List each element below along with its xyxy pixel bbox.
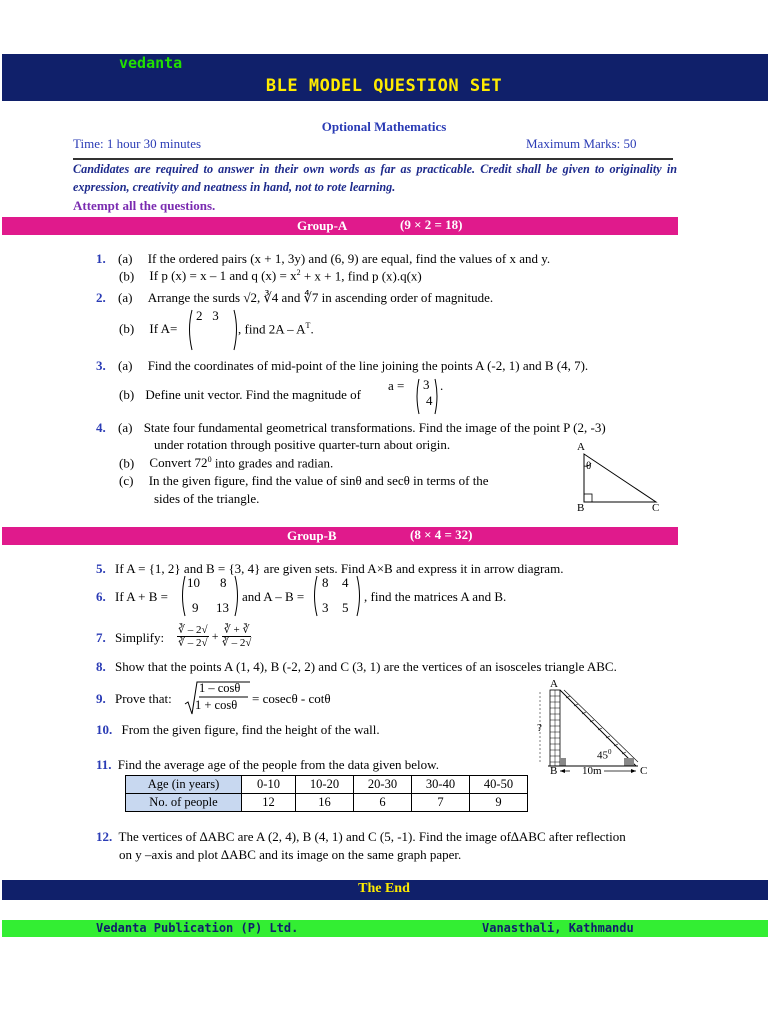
question-4c-cont: sides of the triangle.	[154, 491, 260, 506]
brand-name: vedanta	[119, 54, 183, 72]
publisher-location: Vanasthali, Kathmandu	[482, 921, 634, 935]
question-12-cont: on y –axis and plot ∆ABC and its image on the same graph paper.	[119, 847, 462, 862]
page-title: BLE MODEL QUESTION SET	[265, 76, 503, 96]
question-4a: 4. (a) State four fundamental geometrical transformations. Find the image of the point P (2, -3)	[96, 420, 606, 435]
group-a-bar	[2, 217, 678, 235]
wall-figure: A ? $45^0$ B 10m C	[534, 678, 654, 780]
question-6-end: , find the matrices A and B.	[364, 589, 507, 604]
matrix-bracket-icon	[312, 574, 362, 618]
question-6-mid: and A – B =	[242, 589, 305, 604]
question-2b-rest: , find $2A - A^T$.	[238, 321, 314, 337]
question-9: 9. Prove that:	[96, 691, 172, 706]
question-1b: (b) If p (x) = x – 1 and q $(x) = x^2 + x + 1$, find p (x).q(x)	[119, 268, 422, 284]
root-fraction: 1 – cosθ 1 + cosθ	[184, 680, 250, 716]
table-row: No. of people 12 16 6 7 9	[126, 794, 528, 812]
group-a-label: Group-A	[297, 218, 348, 233]
question-2a: 2. (a) Arrange the surds √2, ∛4 and ∜7 in ascending order of magnitude.	[96, 290, 494, 305]
divider	[73, 158, 673, 160]
question-11: 11. Find the average age of the people from the data given below.	[96, 757, 439, 772]
question-4b: (b) Convert $72^0$ into grades and radian.	[119, 455, 334, 471]
question-3a: 3. (a) Find the coordinates of mid-point of the line joining the points A (-2, 1) and B (4, 7).	[96, 358, 589, 373]
matrix-sum: 10 8 9 13	[180, 574, 240, 618]
question-1a: 1. (a) If the ordered pairs (x + 1, 3y) and (6, 9) are equal, find the values of x and y.	[96, 251, 551, 266]
group-b-bar	[2, 527, 678, 545]
question-4c: (c) In the given figure, find the value of sinθ and secθ in terms of the	[119, 473, 489, 488]
maximum-marks: Maximum Marks: 50	[526, 136, 637, 151]
question-12: 12. The vertices of ∆ABC are A (2, 4), B (4, 1) and C (5, -1). Find the image of∆ABC after reflection	[96, 829, 626, 844]
instructions: Candidates are required to answer in their own words as far as practicable. Credit shall be given to originality in expression, creativity and neatness in hand, not to rote learning.	[73, 162, 677, 194]
group-a-marks: (9 × 2 = 18)	[400, 217, 463, 232]
question-10: 10. From the given figure, find the height of the wall.	[96, 722, 380, 737]
question-2b: (b) If A=	[119, 321, 178, 336]
group-b-marks: (8 × 4 = 32)	[410, 527, 473, 542]
matrix-a: 2 3	[186, 306, 240, 352]
age-table	[125, 775, 528, 812]
attempt-note: Attempt all the questions.	[73, 198, 216, 213]
table-row: Age (in years) 0-10 10-20 20-30 30-40 40-50	[126, 776, 528, 794]
question-9-rhs: = cosecθ - cotθ	[252, 691, 331, 706]
question-3b: (b) Define unit vector. Find the magnitude of	[119, 387, 361, 402]
question-8: 8. Show that the points A (1, 4), B (-2, 2) and C (3, 1) are the vertices of an isosceles triangle ABC.	[96, 659, 617, 674]
triangle-figure: A θ B C	[570, 440, 670, 518]
group-b-label: Group-B	[287, 528, 337, 543]
question-5: 5. If A = {1, 2} and B = {3, 4} are given sets. Find A×B and express it in arrow diagram.	[96, 561, 564, 576]
question-7: 7. Simplify:	[96, 630, 165, 645]
time-allowed: Time: 1 hour 30 minutes	[73, 136, 202, 151]
question-6: 6. If A + B =	[96, 589, 168, 604]
matrix-diff: 8 4 3 5	[312, 574, 362, 618]
subject-title: Optional Mathematics	[321, 119, 447, 134]
question-4a-cont: under rotation through positive quarter-turn about origin.	[154, 437, 451, 452]
question-number: 1.	[96, 251, 106, 266]
end-text: The End	[358, 881, 410, 896]
publisher-name: Vedanta Publication (P) Ltd.	[96, 921, 299, 935]
simplify-expression: $\frac{∛ - 2√}{∛ - 2√}$ + $\frac{∛ + ∛}{∛ - 2√}$	[178, 624, 252, 649]
vector-a: a = 3 4 .	[388, 376, 446, 416]
